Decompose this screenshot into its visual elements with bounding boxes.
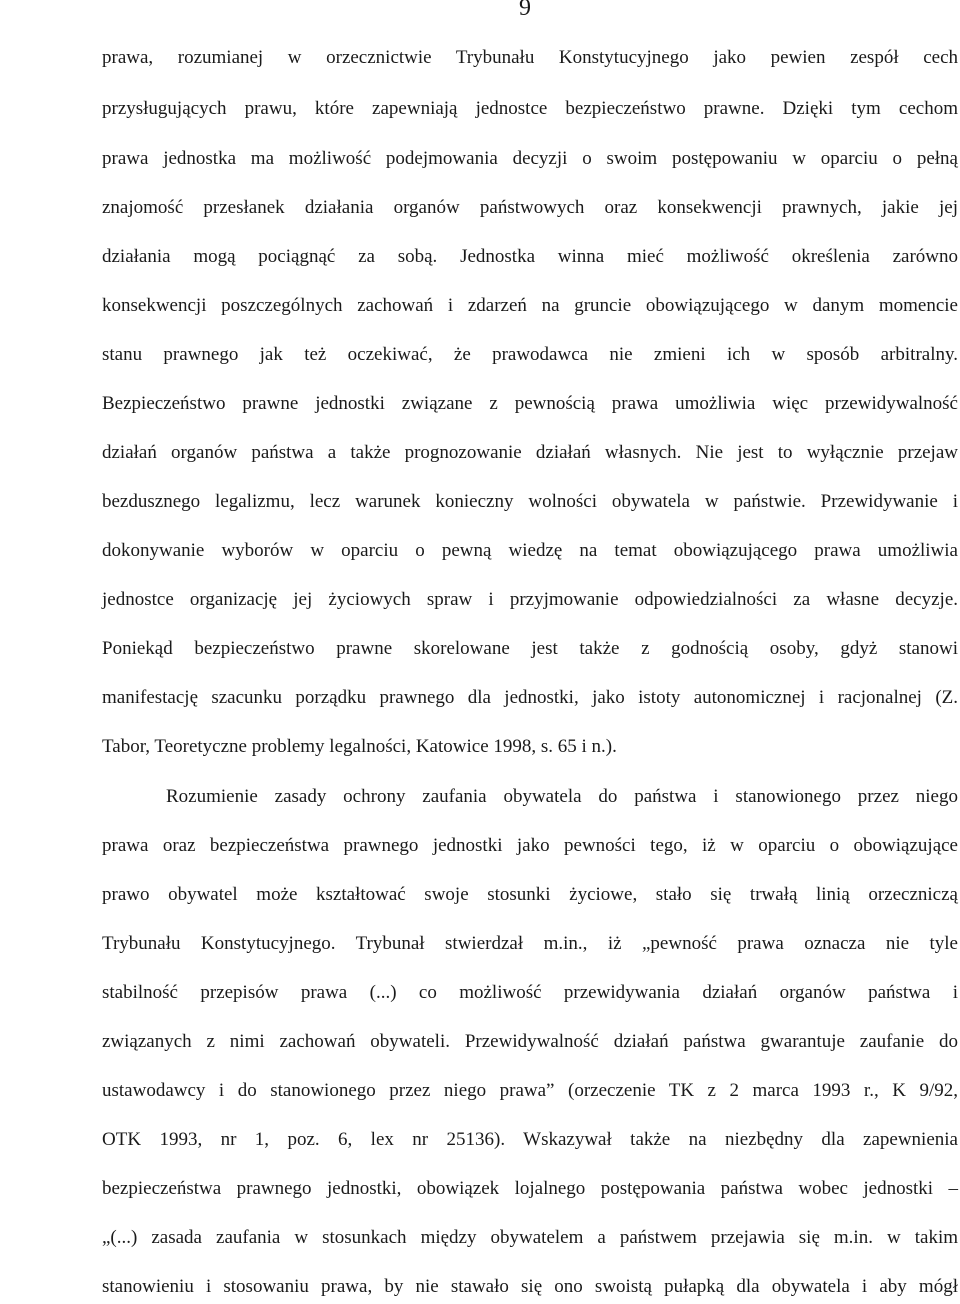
- text-line: OTK 1993, nr 1, poz. 6, lex nr 25136). Wskazywał także na niezbędny dla zapewnienia: [102, 1129, 958, 1150]
- text-line: „(...) zasada zaufania w stosunkach między obywatelem a państwem przejawia się m.in. w takim: [102, 1227, 958, 1248]
- text-line: stanu prawnego jak też oczekiwać, że prawodawca nie zmieni ich w sposób arbitralny.: [102, 344, 958, 365]
- text-line: prawo obywatel może kształtować swoje stosunki życiowe, stało się trwałą linią orzeczniczą: [102, 884, 958, 905]
- text-line: związanych z nimi zachowań obywateli. Przewidywalność działań państwa gwarantuje zaufanie do: [102, 1031, 958, 1052]
- text-line: przysługujących prawu, które zapewniają jednostce bezpieczeństwo prawne. Dzięki tym cechom: [102, 98, 958, 119]
- text-line: bezdusznego legalizmu, lecz warunek konieczny wolności obywatela w państwie. Przewidywanie i: [102, 491, 958, 512]
- text-line: prawa jednostka ma możliwość podejmowania decyzji o swoim postępowaniu w oparciu o pełną: [102, 148, 958, 169]
- text-line: Tabor, Teoretyczne problemy legalności, Katowice 1998, s. 65 i n.).: [102, 736, 617, 757]
- text-line: jednostce organizację jej życiowych spraw i przyjmowanie odpowiedzialności za własne decyzje.: [102, 589, 958, 610]
- text-line: Bezpieczeństwo prawne jednostki związane z pewnością prawa umożliwia więc przewidywalność: [102, 393, 958, 414]
- text-line: Rozumienie zasady ochrony zaufania obywatela do państwa i stanowionego przez niego: [166, 786, 958, 807]
- text-line: Trybunału Konstytucyjnego. Trybunał stwierdzał m.in., iż „pewność prawa oznacza nie tyle: [102, 933, 958, 954]
- text-line: prawa oraz bezpieczeństwa prawnego jednostki jako pewności tego, iż w oparciu o obowiązujące: [102, 835, 958, 856]
- text-line: znajomość przesłanek działania organów państwowych oraz konsekwencji prawnych, jakie jej: [102, 197, 958, 218]
- text-line: działań organów państwa a także prognozowanie działań własnych. Nie jest to wyłącznie przejaw: [102, 442, 958, 463]
- page-number: 9: [519, 0, 531, 21]
- text-line: działania mogą pociągnąć za sobą. Jednostka winna mieć możliwość określenia zarówno: [102, 246, 958, 267]
- text-line: stanowieniu i stosowaniu prawa, by nie stawało się ono swoistą pułapką dla obywatela i aby mógł: [102, 1276, 958, 1297]
- text-line: dokonywanie wyborów w oparciu o pewną wiedzę na temat obowiązującego prawa umożliwia: [102, 540, 958, 561]
- text-line: Poniekąd bezpieczeństwo prawne skorelowane jest także z godnością osoby, gdyż stanowi: [102, 638, 958, 659]
- text-line: ustawodawcy i do stanowionego przez niego prawa” (orzeczenie TK z 2 marca 1993 r., K 9/92,: [102, 1080, 958, 1101]
- text-line: prawa, rozumianej w orzecznictwie Trybunału Konstytucyjnego jako pewien zespół cech: [102, 47, 958, 68]
- text-line: konsekwencji poszczególnych zachowań i zdarzeń na gruncie obowiązującego w danym momencie: [102, 295, 958, 316]
- text-line: manifestację szacunku porządku prawnego dla jednostki, jako istoty autonomicznej i racjonalnej (Z.: [102, 687, 958, 708]
- text-line: stabilność przepisów prawa (...) co możliwość przewidywania działań organów państwa i: [102, 982, 958, 1003]
- text-line: bezpieczeństwa prawnego jednostki, obowiązek lojalnego postępowania państwa wobec jednostki –: [102, 1178, 958, 1199]
